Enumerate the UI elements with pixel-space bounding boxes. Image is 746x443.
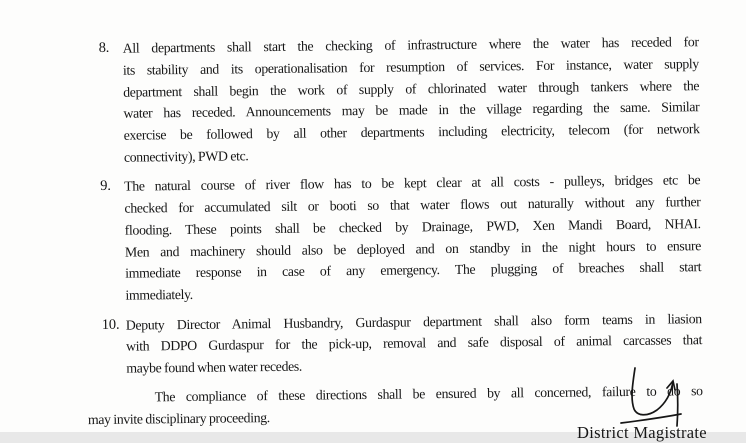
signatory-title: District Magistrate: [577, 423, 707, 442]
text-line: immediately.: [125, 287, 193, 303]
signature-icon: [613, 360, 703, 432]
text-line: The natural course of river flow has to be kept clear at all costs - pulleys, bridges etc be: [124, 172, 701, 194]
text-line: Men and machinery should also be deployed and on standby in the night hours to ensure: [124, 237, 702, 260]
text-line: its stability and its operationalisation for resumption of services. For instance, water supply: [122, 55, 699, 78]
text-line: immediate response in case of any emergency. The plugging of breaches shall start: [125, 259, 702, 282]
numbered-list: [94, 31, 703, 380]
text-line: All departments shall start the checking of infrastructure where the water has receded for: [122, 34, 699, 56]
text-line: Deputy Director Animal Husbandry, Gurdaspur department shall also form teams in liasion: [125, 310, 702, 333]
text-line: water has receded. Announcements may be made in the village regarding the same. Similar: [123, 99, 700, 122]
text-line: with DDPO Gurdaspur for the pick-up, removal and safe disposal of animal carcasses that: [125, 332, 703, 355]
item-number: 9.: [100, 178, 111, 195]
text-line: checked for accumulated silt or booti so that water flows out naturally without any further: [124, 194, 701, 216]
list-item-9: [95, 169, 701, 307]
signature-stroke: [677, 384, 678, 426]
item-text: [124, 169, 701, 306]
text-line: connectivity), PWD etc.: [123, 148, 249, 165]
text-line: may invite disciplinary proceeding.: [87, 410, 270, 428]
text-line: exercise be followed by all other departments including electricity, telecom (for network: [123, 121, 700, 143]
text-line: The compliance of these directions shall be ensured by all concerned, failure to do so: [154, 383, 703, 405]
signature-stroke: [621, 414, 681, 423]
text-line: maybe found when water recedes.: [126, 358, 303, 376]
signature-stroke: [632, 368, 673, 415]
item-number: 8.: [98, 39, 110, 56]
text-line: department shall begin the work of supply of chlorinated water through tankers where the: [123, 77, 700, 100]
list-item-8: [94, 31, 700, 169]
text-line: flooding. These points shall be checked by Drainage, PWD, Xen Mandi Board, NHAI.: [124, 216, 701, 238]
item-text: [123, 31, 700, 168]
list-item-10: [97, 308, 703, 380]
document-body: [87, 31, 703, 431]
item-number: 10.: [101, 316, 120, 333]
